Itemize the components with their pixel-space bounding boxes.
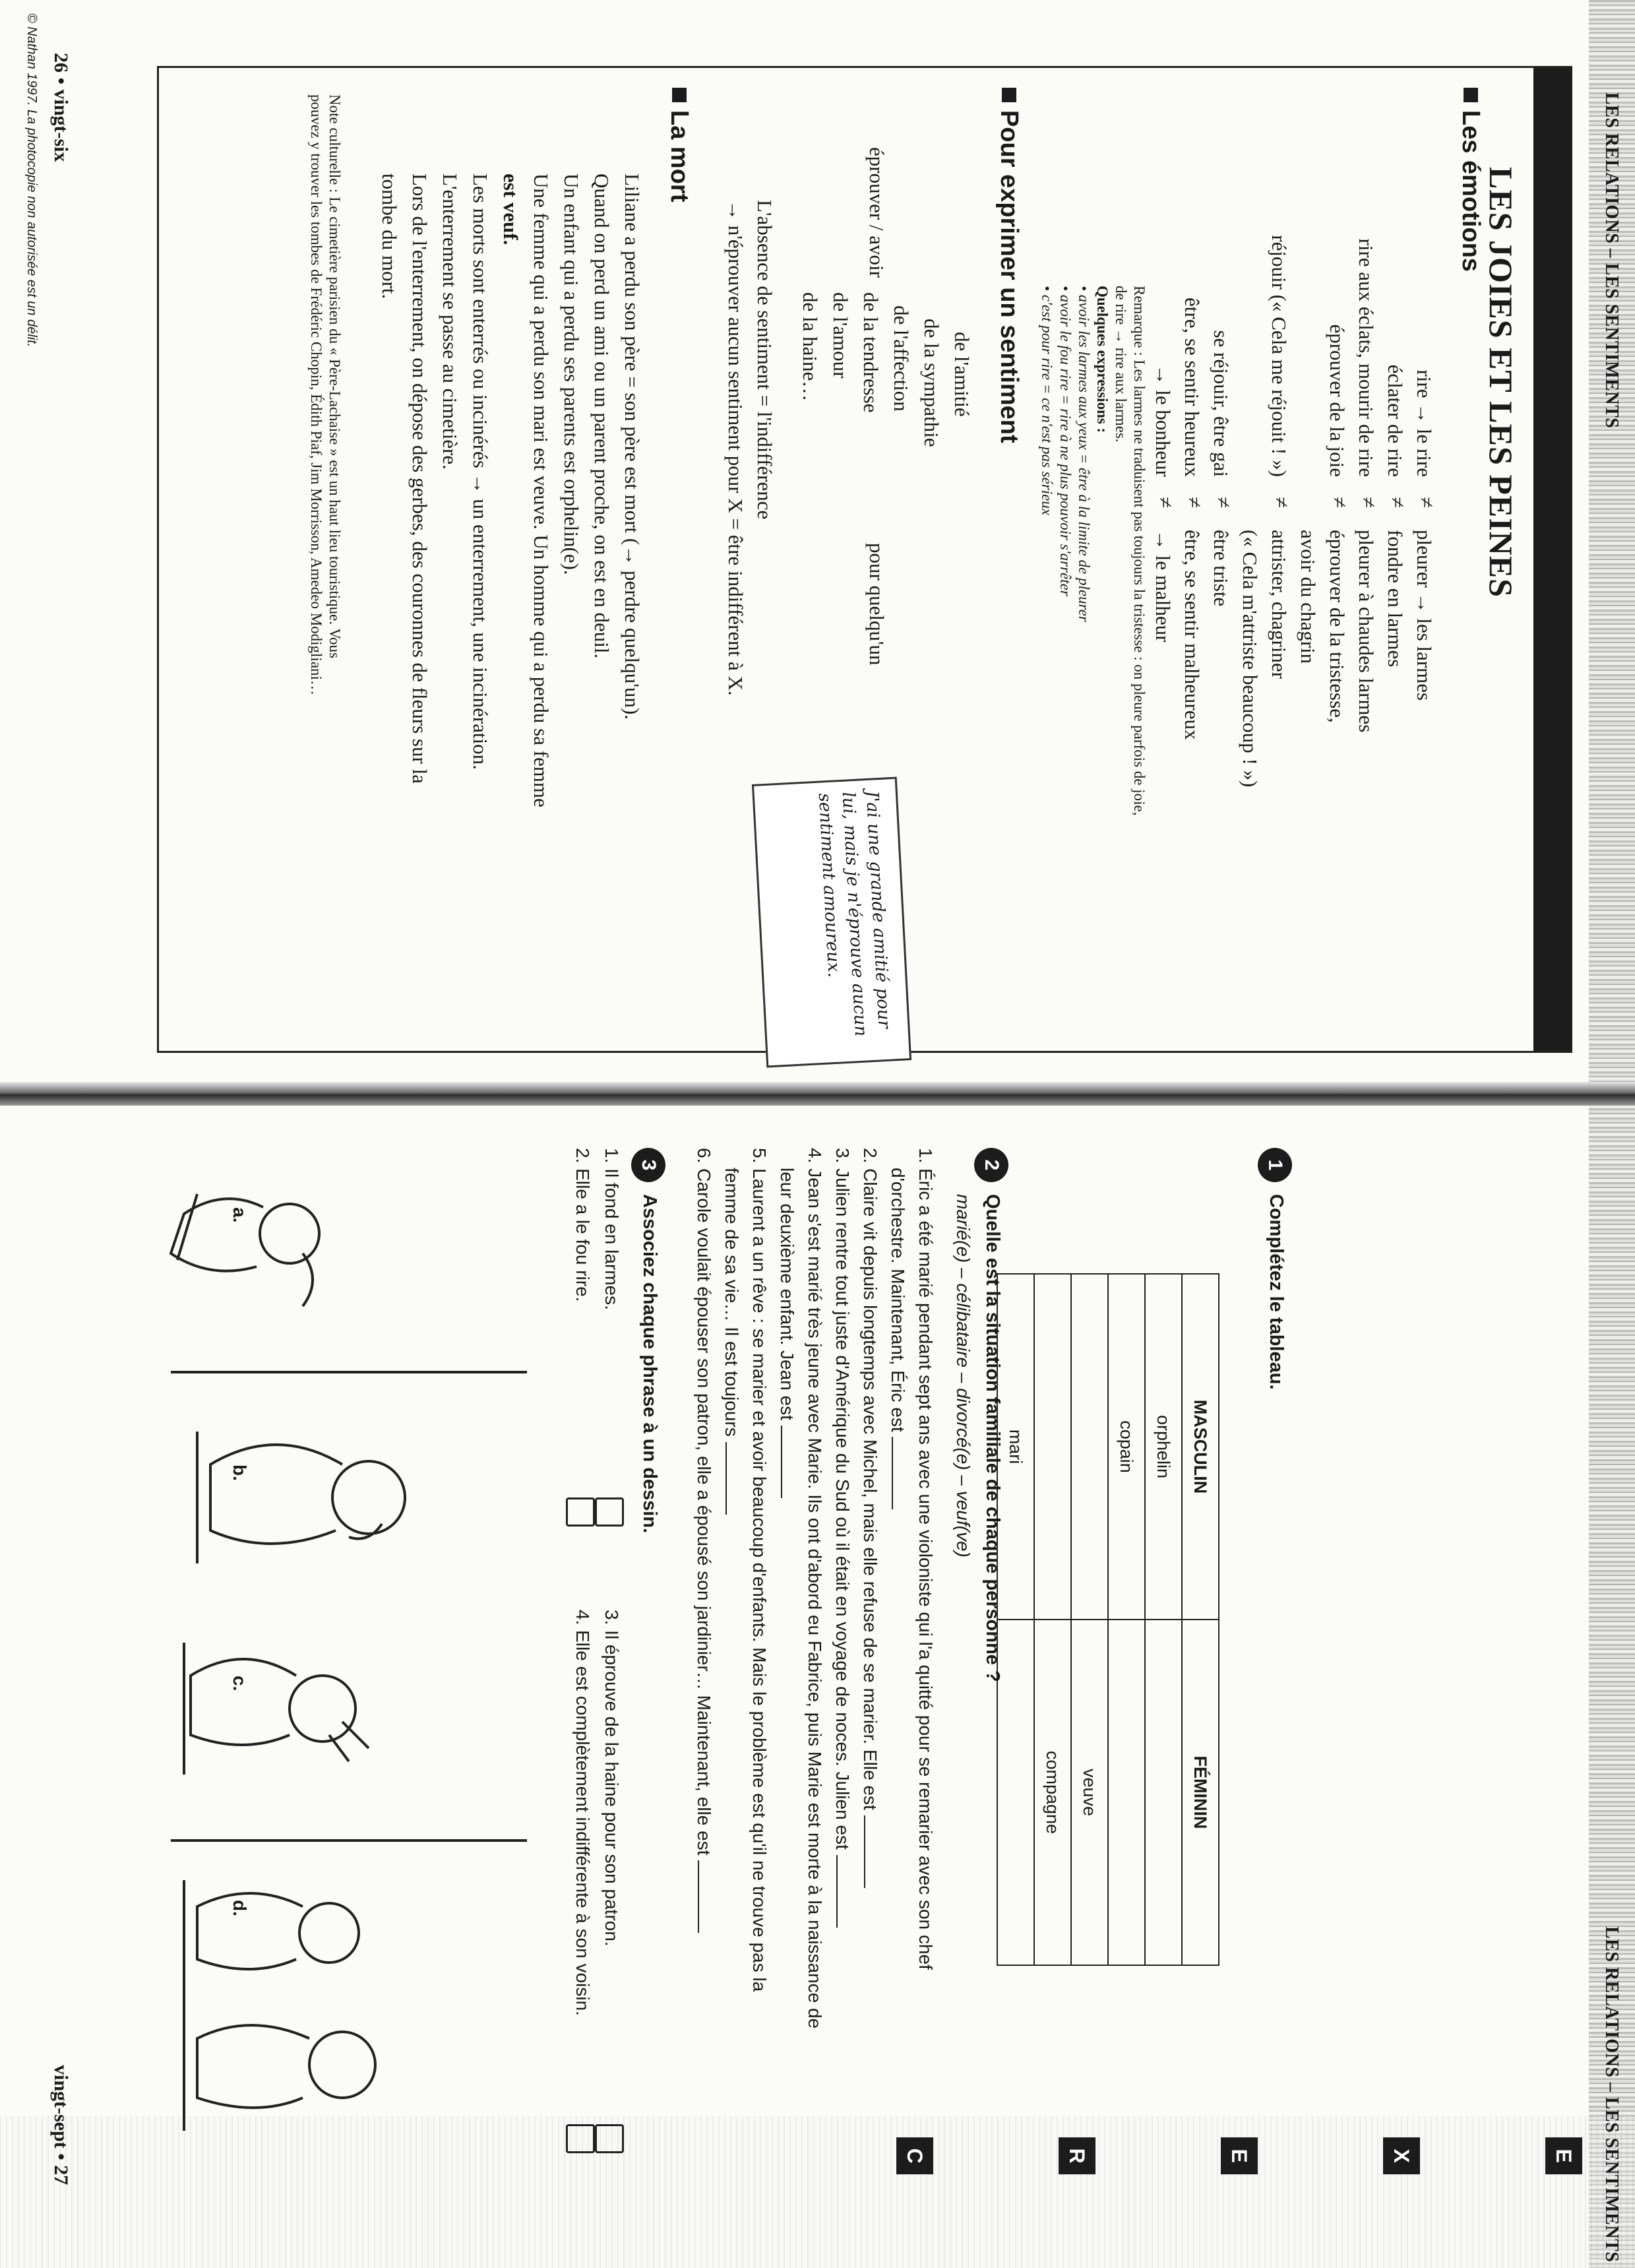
drawing-c-angry-man <box>184 1643 369 1775</box>
answer-box[interactable] <box>566 1497 595 1527</box>
emotion-right: éprouver de la tristesse, <box>1326 530 1349 723</box>
emotion-left: rire → le rire <box>1413 369 1436 477</box>
mort-line: L'enterrement se passe au cimetière. <box>439 173 462 470</box>
culture-line: Note culturelle : Le cimetière parisien du « Père-Lachaise » est un haut lieu touristique. Vous <box>326 94 343 659</box>
mort-line: Lors de l'enterrement, on dépose des gerbes, des couronnes de fleurs sur la <box>408 173 431 784</box>
neq-sign: ≠ <box>1415 497 1438 509</box>
sentiment-list <box>795 292 977 447</box>
sentiment-item: de la haine… <box>799 292 822 402</box>
indifference-line: L'absence de sentiment = l'indifférence <box>753 200 776 520</box>
sentiment-target: pour quelqu'un <box>865 543 888 666</box>
lesson-frame <box>157 66 1572 1053</box>
emotion-left: rire aux éclats, mourir de rire <box>1355 238 1378 477</box>
emotion-left: → le bonheur <box>1152 364 1175 477</box>
running-head-left: LES RELATIONS – LES SENTIMENTS <box>1601 92 1622 429</box>
answer-blank[interactable] <box>698 1860 699 1933</box>
answer-blank[interactable] <box>892 1437 893 1509</box>
bullet-square-icon <box>1464 88 1478 102</box>
emotion-right: (« Cela m'attriste beaucoup ! ») <box>1239 530 1262 788</box>
remarque-line: de rire → rire aux larmes. <box>1113 286 1129 443</box>
ex2-line: 1. Éric a été marié pendant sept ans avec une violoniste qui l'a quitté pour se remarier avec son chef <box>915 1148 936 1970</box>
emotion-right: pleurer à chaudes larmes <box>1355 530 1378 733</box>
ex2-line: 4. Jean s'est marié très jeune avec Marie. Ils ont d'abord eu Fabrice, puis Marie est morte à la naissance de <box>805 1148 825 2029</box>
drawing-label: d. <box>230 1900 250 1916</box>
answer-blank[interactable] <box>781 1426 782 1498</box>
answer-box[interactable] <box>566 2124 595 2153</box>
mort-line: Une femme qui a perdu son mari est veuve. Un homme qui a perdu sa femme <box>530 173 553 807</box>
exercise-2-options: marié(e) – célibataire – divorcé(e) – veuf(ve) <box>953 1194 973 1558</box>
drawing-b-laughing-woman <box>197 1432 405 1563</box>
mort-line: Quand on perd un ami ou un parent proche, on est en deuil. <box>590 173 613 659</box>
banner-letter: R <box>1059 2137 1095 2174</box>
mort-block <box>374 173 647 807</box>
sentiment-item: de la tendresse <box>859 292 882 413</box>
banner-letter: X <box>1383 2137 1420 2174</box>
exercise-2-items <box>690 1148 939 2029</box>
emotion-left: réjouir (« Cela me réjouit ! ») <box>1268 235 1291 477</box>
ex2-line: 3. Julien rentre tout juste d'Amérique du Sud où il était en voyage de noces. Julien est <box>828 1148 856 2029</box>
table-cell: veuve <box>1071 1620 1108 1965</box>
table-cell-input[interactable] <box>1108 1620 1145 1965</box>
drawing-label: c. <box>230 1676 250 1691</box>
ex3-sentence: 1. Il fond en larmes. <box>602 1148 622 1310</box>
answer-box[interactable] <box>595 2124 624 2153</box>
table-cell: copain <box>1108 1274 1145 1620</box>
drawing-label: b. <box>230 1465 250 1481</box>
table-cell-input[interactable] <box>1071 1274 1108 1620</box>
emotion-right: être triste <box>1210 530 1233 607</box>
table-header: FÉMININ <box>1182 1620 1219 1965</box>
bullet-square-icon <box>672 88 687 102</box>
remarque-block <box>1037 286 1148 816</box>
right-page <box>0 1108 1635 2268</box>
culture-note <box>307 94 344 695</box>
mort-line: Liliane a perdu son père = son père est mort (→ perdre quelqu'un). <box>621 173 644 720</box>
sentiment-item: de l'affection <box>890 305 913 412</box>
remarque-line: Remarque : Les larmes ne traduisent pas toujours la tristesse : on pleure parfois de joie, <box>1131 286 1148 816</box>
culture-line: pouvez y trouver les tombes de Frédéric Chopin, Édith Piaf, Jim Morrisson, Amedeo Modigliani… <box>308 94 324 695</box>
indifference-line: → n'éprouver aucun sentiment pour X = être indifférent à X. <box>724 200 747 696</box>
running-head-right: LES RELATIONS – LES SENTIMENTS <box>1601 1926 1622 2263</box>
banner-letter: E <box>1545 2137 1582 2174</box>
ex3-left-sentences <box>568 1148 626 1310</box>
neq-sign: ≠ <box>1357 497 1380 509</box>
emotion-right: avoir du chagrin <box>1297 530 1320 664</box>
speech-note: J'ai une grande amitié pour lui, mais je n'éprouve aucun sentiment amoureux. <box>752 777 911 1068</box>
ex2-line: 2. Claire vit depuis longtemps avec Michel, mais elle refuse de se marier. Elle est <box>856 1148 884 2029</box>
emotion-left: éclater de rire <box>1384 364 1407 477</box>
indifference-block <box>721 200 779 696</box>
emotion-right: fondre en larmes <box>1384 530 1407 668</box>
answer-blank[interactable] <box>725 1442 727 1515</box>
exercise-2-badge: 2 <box>974 1148 1008 1182</box>
page-number-right: vingt-sept • 27 <box>50 2065 72 2186</box>
answer-box[interactable] <box>595 1497 624 1527</box>
table-header: MASCULIN <box>1182 1274 1219 1620</box>
title-bar <box>1533 68 1570 1051</box>
ex3-sentence: 3. Il éprouve de la haine pour son patron. <box>602 1610 622 1947</box>
ex3-sentence: 2. Elle a le fou rire. <box>572 1148 593 1302</box>
exercise-1-badge: 1 <box>1258 1148 1292 1182</box>
table-cell-input[interactable] <box>1145 1620 1182 1965</box>
neq-sign: ≠ <box>1386 497 1409 509</box>
ex3-sentence: 4. Elle est complètement indifférente à son voisin. <box>572 1610 593 2016</box>
neq-sign: ≠ <box>1183 497 1206 509</box>
table-cell: mari <box>997 1274 1034 1620</box>
table-cell: orphelin <box>1145 1274 1182 1620</box>
bullet-square-icon <box>1002 88 1016 102</box>
section-exprimer: Pour exprimer un sentiment <box>995 88 1023 443</box>
left-page <box>0 0 1635 1082</box>
ex2-line: 5. Laurent a un rêve : se marier et avoir beaucoup d'enfants. Mais le problème est qu'il ne trouve pas la <box>749 1148 770 1992</box>
book-gutter <box>0 1082 1635 1106</box>
ex3-right-sentences <box>568 1610 626 2016</box>
section-emotions: Les émotions <box>1456 88 1485 272</box>
sentiment-item: de l'amour <box>829 292 852 379</box>
exercise-3-badge: 3 <box>631 1148 665 1182</box>
mort-line: Les morts sont enterrés ou incinérés → un enterrement, une incinération. <box>469 173 492 770</box>
neq-sign: ≠ <box>1212 497 1235 509</box>
section-mort: La mort <box>665 88 693 202</box>
drawing-label: a. <box>230 1207 250 1223</box>
drawing-a-crying-man <box>171 1194 527 1372</box>
table-cell: compagne <box>1034 1620 1071 1965</box>
ex2-line: 6. Carole voulait épouser son patron, elle a épousé son jardinier… Maintenant, elle est <box>690 1148 718 2029</box>
page-number-left: 26 • vingt-six <box>50 53 72 162</box>
answer-blank[interactable] <box>836 1855 838 1928</box>
exercise-1-instruction: Complétez le tableau. <box>1266 1194 1287 1390</box>
mort-line: est veuf. <box>499 173 522 245</box>
neq-sign: ≠ <box>1154 497 1177 509</box>
sentiment-verb: éprouver / avoir <box>865 147 888 278</box>
ex2-line: femme de sa vie… Il est toujours <box>718 1148 745 2029</box>
remarque-line: Quelques expressions : <box>1094 286 1111 433</box>
mort-line: Un enfant qui a perdu ses parents est orphelin(e). <box>560 173 583 575</box>
emotion-right: être, se sentir malheureux <box>1181 530 1204 740</box>
drawing-d-indifferent-couple <box>171 1841 527 2131</box>
ex2-line: leur deuxième enfant. Jean est <box>773 1148 801 2029</box>
answer-blank[interactable] <box>864 1815 865 1888</box>
neq-sign: ≠ <box>1328 497 1351 509</box>
banner-letter: E <box>1221 2137 1258 2174</box>
exercices-banner <box>560 2137 1582 2177</box>
table-cell-input[interactable] <box>1034 1274 1071 1620</box>
cartoon-drawings <box>144 1154 540 2184</box>
sentiment-item: de l'amitié <box>950 332 973 417</box>
sentiment-item: de la sympathie <box>920 319 943 447</box>
emotion-left: se réjouir, être gai <box>1210 330 1233 477</box>
masc-fem-table <box>997 1273 1219 1966</box>
exercise-3-instruction: Associez chaque phrase à un dessin. <box>639 1194 660 1534</box>
banner-letter: C <box>896 2137 933 2174</box>
page-title: LES JOIES ET LES PEINES <box>1483 167 1520 598</box>
remarque-line: • avoir les larmes aux yeux = être à la limite de pleurer <box>1076 286 1092 622</box>
remarque-line: • c'est pour rire = ce n'est pas sérieux <box>1039 286 1055 516</box>
exercise-2-instruction: Quelle est la situation familiale de chaque personne ? <box>982 1194 1003 1682</box>
neq-sign: ≠ <box>1270 497 1293 509</box>
emotion-right: attrister, chagriner <box>1268 530 1291 679</box>
emotion-right: pleurer → les larmes <box>1413 530 1436 701</box>
emotion-right: → le malheur <box>1152 530 1175 643</box>
remarque-line: • avoir le fou rire = rire à ne plus pouvoir s'arrêter <box>1057 286 1074 596</box>
emotion-left: éprouver de la joie <box>1326 324 1349 477</box>
emotion-left: être, se sentir heureux <box>1181 298 1204 477</box>
copyright: © Nathan 1997. La photocopie non autorisée est un délit. <box>24 13 39 348</box>
ex2-line: d'orchestre. Maintenant, Éric est <box>884 1148 911 2029</box>
mort-line: tombe du mort. <box>378 173 401 299</box>
